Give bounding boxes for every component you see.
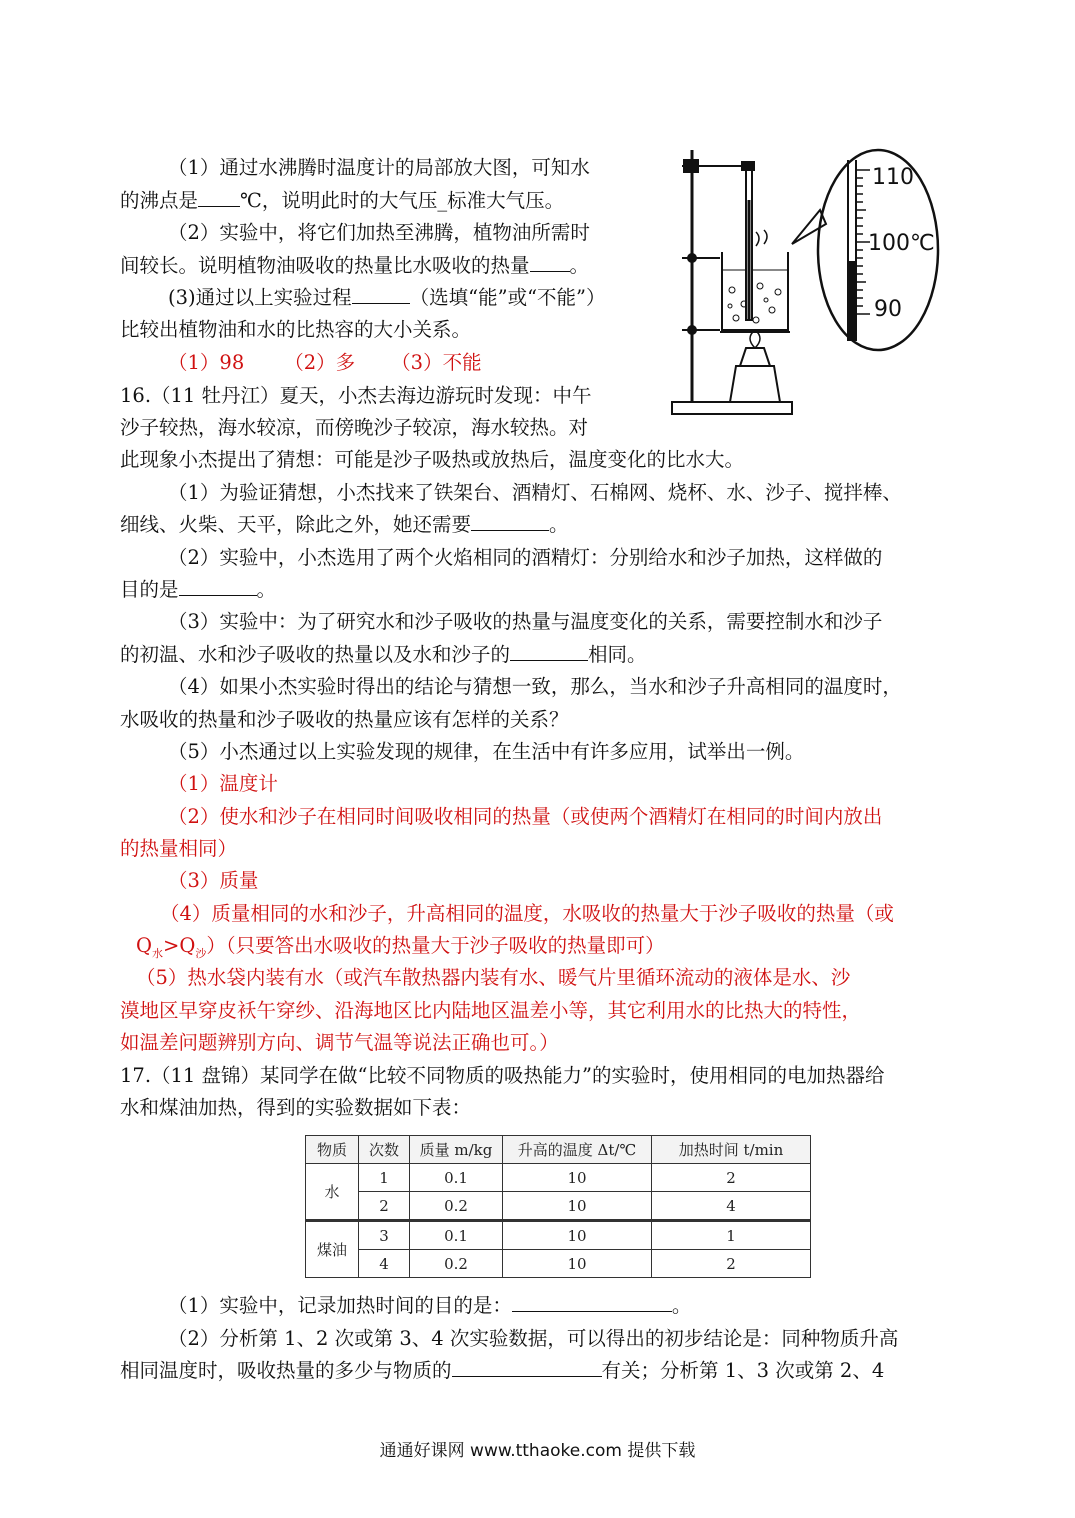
q15-line-2: 的沸点是 ℃，说明此时的大气压_标准大气压。 bbox=[120, 189, 565, 212]
q16-line-10: （4）如果小杰实验时得出的结论与猜想一致，那么，当水和沙子升高相同的温度时， bbox=[168, 675, 902, 698]
cell: 10 bbox=[503, 1221, 652, 1250]
q16-answer-2a: （2）使水和沙子在相同时间吸收相同的热量（或使两个酒精灯在相同的时间内放出 bbox=[168, 805, 883, 828]
table-row bbox=[306, 1192, 811, 1221]
q15-answers: （1）98 （2）多 （3）不能 bbox=[168, 351, 482, 374]
q16-line-2: 沙子较热，海水较凉，而傍晚沙子较凉，海水较热。对 bbox=[120, 416, 589, 439]
q16-line-7: 目的是 。 bbox=[120, 578, 277, 601]
answer-blank[interactable] bbox=[352, 285, 410, 304]
cell: 2 bbox=[359, 1192, 410, 1221]
q15-line-4: 间较长。说明植物油吸收的热量比水吸收的热量 。 bbox=[120, 254, 590, 277]
table-row bbox=[306, 1164, 811, 1192]
cell: 10 bbox=[503, 1164, 652, 1192]
q17-line-2: 水和煤油加热，得到的实验数据如下表： bbox=[120, 1096, 472, 1119]
q17-line-5: 相同温度时，吸收热量的多少与物质的 有关；分析第 1、3 次或第 2、4 bbox=[120, 1359, 885, 1382]
cell: 0.2 bbox=[410, 1250, 503, 1278]
scale-label-110: 110 bbox=[872, 165, 914, 190]
q16-answer-4b: $Q_水>Q_沙$）（只要答出水吸收的热量大于沙子吸收的热量即可） bbox=[136, 934, 665, 960]
q16-line-6: （2）实验中，小杰选用了两个火焰相同的酒精灯：分别给水和沙子加热，这样做的 bbox=[168, 546, 883, 569]
header-substance: 物质 bbox=[306, 1136, 359, 1164]
scale-label-100: 100℃ bbox=[868, 231, 935, 256]
stand-base bbox=[672, 402, 792, 414]
q15-line-3: （2）实验中，将它们加热至沸腾，植物油所需时 bbox=[168, 221, 590, 244]
header-mass: 质量 m/kg bbox=[410, 1136, 503, 1164]
cell: 2 bbox=[652, 1250, 811, 1278]
beaker bbox=[722, 252, 788, 330]
q17-line-4: （2）分析第 1、2 次或第 3、4 次实验数据，可以得出的初步结论是：同种物质升高 bbox=[168, 1327, 899, 1350]
header-heating-time: 加热时间 t/min bbox=[652, 1136, 811, 1164]
q16-answer-3: （3）质量 bbox=[168, 869, 259, 892]
q15-line-5: (3)通过以上实验过程 （选填“能”或“不能”） bbox=[168, 286, 606, 309]
q17-line-1: 17.（11 盘锦）某同学在做“比较不同物质的吸热能力”的实验时，使用相同的电加热器给 bbox=[120, 1064, 885, 1087]
q16-line-3: 此现象小杰提出了猜想：可能是沙子吸热或放热后，温度变化的比水大。 bbox=[120, 448, 745, 471]
q16-line-4: （1）为验证猜想，小杰找来了铁架台、酒精灯、石棉网、烧杯、水、沙子、搅拌棒、 bbox=[168, 481, 902, 504]
q16-line-9: 的初温、水和沙子吸收的热量以及水和沙子的 相同。 bbox=[120, 643, 647, 666]
cell: 4 bbox=[359, 1250, 410, 1278]
q15-line-1: （1）通过水沸腾时温度计的局部放大图，可知水 bbox=[168, 156, 590, 179]
q16-answer-5b: 漠地区早穿皮袄午穿纱、沿海地区比内陆地区温差小等，其它利用水的比热大的特性， bbox=[120, 999, 862, 1022]
answer-blank[interactable] bbox=[512, 1293, 672, 1312]
answer-blank[interactable] bbox=[452, 1358, 602, 1377]
answer-blank[interactable] bbox=[179, 577, 257, 596]
cell: 0.1 bbox=[410, 1221, 503, 1250]
q16-answer-4a: （4）质量相同的水和沙子，升高相同的温度，水吸收的热量大于沙子吸收的热量（或 bbox=[160, 902, 894, 925]
cell: 4 bbox=[652, 1192, 811, 1221]
cell: 10 bbox=[503, 1250, 652, 1278]
cell: 0.2 bbox=[410, 1192, 503, 1221]
experiment-data-table bbox=[305, 1135, 811, 1278]
boiling-apparatus-figure bbox=[660, 140, 960, 425]
q16-answer-1: （1）温度计 bbox=[168, 772, 278, 795]
header-trial: 次数 bbox=[359, 1136, 410, 1164]
answer-blank[interactable] bbox=[198, 188, 240, 207]
q15-line-6: 比较出植物油和水的比热容的大小关系。 bbox=[120, 318, 472, 341]
header-temp-rise: 升高的温度 Δt/℃ bbox=[503, 1136, 652, 1164]
cell: 3 bbox=[359, 1221, 410, 1250]
q16-line-12: （5）小杰通过以上实验发现的规律，在生活中有许多应用，试举出一例。 bbox=[168, 740, 805, 763]
cell: 10 bbox=[503, 1192, 652, 1221]
alcohol-lamp bbox=[730, 366, 780, 402]
table-header-row bbox=[306, 1136, 811, 1164]
q17-line-3: （1）实验中，记录加热时间的目的是： 。 bbox=[168, 1294, 692, 1317]
table-row bbox=[306, 1250, 811, 1278]
q16-line-11: 水吸收的热量和沙子吸收的热量应该有怎样的关系？ bbox=[120, 708, 569, 731]
answer-blank[interactable] bbox=[510, 642, 588, 661]
cell: 2 bbox=[652, 1164, 811, 1192]
cell-substance: 煤油 bbox=[306, 1221, 359, 1278]
table-row bbox=[306, 1221, 811, 1250]
cell: 1 bbox=[652, 1221, 811, 1250]
cell: 0.1 bbox=[410, 1164, 503, 1192]
scale-label-90: 90 bbox=[874, 297, 902, 322]
q16-line-8: （3）实验中：为了研究水和沙子吸收的热量与温度变化的关系，需要控制水和沙子 bbox=[168, 610, 883, 633]
q16-answer-2b: 的热量相同） bbox=[120, 837, 238, 860]
cell-substance: 水 bbox=[306, 1164, 359, 1221]
q16-answer-5c: 如温差问题辨别方向、调节气温等说法正确也可。） bbox=[120, 1031, 559, 1054]
page-footer: 通通好课网 www.tthaoke.com 提供下载 bbox=[379, 1441, 696, 1461]
q16-line-5: 细线、火柴、天平，除此之外，她还需要 。 bbox=[120, 513, 569, 536]
answer-blank[interactable] bbox=[530, 253, 570, 272]
q16-answer-5a: （5）热水袋内装有水（或汽车散热器内装有水、暖气片里循环流动的液体是水、沙 bbox=[136, 966, 851, 989]
q16-line-1: 16.（11 牡丹江）夏天，小杰去海边游玩时发现：中午 bbox=[120, 384, 592, 407]
cell: 1 bbox=[359, 1164, 410, 1192]
answer-blank[interactable] bbox=[471, 512, 549, 531]
